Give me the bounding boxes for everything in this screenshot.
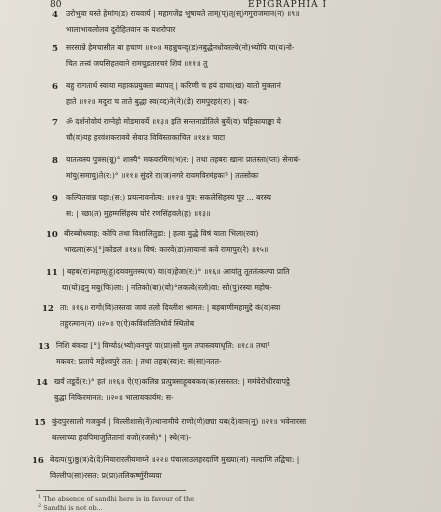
verse-line: चित तत्त्वं जयसिहतवाने रामचूडतारचरं शिवं ॥११॥ तु [66, 59, 208, 68]
footnote: $^2$ Sandhi is not ob... [38, 503, 103, 512]
verse-line: स: | च्छा(त) मुहम्मसिंहस्य घोरं रणसिंहवले(ह) ॥१३॥ [66, 209, 211, 218]
verse-line: कल्पितवान्न पहा:(स:) प्रयत्नावनोत्य: ॥१२॥ पुत्र: सकलेसिहस्य पूर ... बरस्य [66, 193, 271, 202]
footnote: $^1$ The absence of sandhi here is in favour of the [38, 494, 195, 504]
verse-number: 10 [46, 230, 58, 240]
verse-line: यातत्वस्य पुत्रस(न्नू)° शास्यै° मकवरमिग(भ)र: | तथा तहबरः खानः प्रातस्ता(प्तः) सेनाबं- [66, 155, 301, 164]
footnote-rule [36, 490, 186, 491]
verse-number: 12 [42, 304, 54, 314]
verse-number: 8 [52, 156, 58, 166]
verse-line: तहुरत्मान(न) ॥२०॥ ए(ऐ)कविंशतितिथोर्व स्थितोब [60, 319, 195, 328]
verse-line: उरोभुवा यस्ते हेमांग(ड) रायवार्य | महागजेंद्र भूषायते ताम्(प्)त्(स्)गगुराजमान(न) ॥९॥ [66, 9, 300, 18]
verse-line: | बहब(रा)महाम्(हू)दयवमुतस्य(च) या(व)हेजा(र:)° ॥१६॥ आयांतु तूततंत्कल्पा प्राति [62, 267, 290, 276]
verse-line: भालाभावलोलव दुरोहितवान क यशरोपार [66, 25, 176, 34]
verse-line: ता: ॥१६॥ रागो(वि)तस्तवा जावं तलो दिव्लीश श्रामत: | बहबाणीमहामुद्दे कं(व)स्वा [60, 303, 281, 312]
verse-line: मांयु(समायु)ते(र:)° ॥११॥ सुंदरे रा(ज)नगरे रावमविरमंहकः³ | ततसोकः [66, 171, 259, 180]
verse-number: 7 [52, 118, 58, 128]
verse-line: मकवर: प्रतापे महेश्वपुरे तत: | तथा तहब(स्व)र: सं(सा)नतत- [56, 357, 222, 366]
page-number: 80 [50, 0, 62, 10]
verse-line: हाते ॥१२॥ मदुरा च ताते बुद्धा स्व(व्द)ने(ने)(डे) रामपुरहरं(रः) | बद- [66, 97, 250, 106]
verse-line: बीरब्बोधवाह: कोपि तथा विशालितुडा: | हत्वा युद्धे विषं याता भिला(रवा) [64, 229, 259, 238]
verse-line: सरसान्ने हेमचासीत बा हचाण ॥१०॥ महन्नुचन्द्(ड)नबुद्धेनधोवरल्वे(नो)भ्योपि या(य)नो- [66, 43, 295, 52]
verse-line: बहु रागतार्थ स्वाया महाकप्रयुक्ता ब्यापत् | करिणी च हयं दाचा(ख) यातो मुक्तानं [66, 81, 281, 90]
verse-line: भाख्ला(रू)[°]कोडलं ॥१४॥ विषं: कारवे(डा)लायानां कवे रामापुर(रे) ॥१५॥ [64, 245, 269, 254]
verse-line: या(यो)ड्नु मबु(फि)ला: | नतिको(बा)(यो)°लकत्वे(रलो)वा: सो(पु)रस्या महोष- [62, 283, 272, 292]
verse-number: 6 [52, 82, 58, 92]
verse-line: चौ(व)यह हरवंशकरावये सेवाउ विविस्ताकाचित ॥१४॥ चाटा [66, 133, 226, 142]
verse-number: 14 [36, 378, 48, 388]
verse-number: 4 [52, 10, 58, 20]
verse-line: खर्वं तडूदें(र:)° हतं ॥१६॥ ऐ(ए)कलिन्न प्रत्पुत्रसाहूबबकव(क)रसस्तत: | ममंवेरोधीरवापट्ठे [54, 377, 290, 386]
verse-number: 11 [46, 268, 58, 278]
verse-number: 9 [52, 194, 58, 204]
verse-line: बेदत्प(पु)ष्ठु(त्र)दे(दे)नियारारलीयमाय्ने ॥२२॥ पंचालाउलहरदाणि मुख्या(नां) नल्दाणि तद्विचा: | [50, 455, 300, 464]
verse-line: कुंदपुरसालो गजकुर्व | विल्लीशासे(नें)त्थानामीये राणो(णे)छ्या यब(दे)वान(नू) ॥२१॥ भवेनारसा [52, 417, 307, 426]
verse-number: 5 [52, 44, 58, 54]
verse-line: बुद्धा निकिरमानत: ॥२०॥ भालायकार्यम: स- [54, 393, 174, 402]
verse-number: 15 [34, 418, 46, 428]
verse-line: बल्लाच्या हवपिमाजुतितानां वजो(रजसे)° | स्थे(नः)- [52, 433, 192, 442]
verse-line: ॐ दर्शनोवोयं राग्नेहो मोडमावर्ये ॥१३॥ इति सन्तनाडोतिले बुर्ये(व) चट्टिकायाङ्का ये [66, 117, 281, 126]
verse-line: निशि बंकदा [°] विग्योऽ(भ्यो)वनपुरं पा(प्रा)सो मुल तपास्त्वयाधृति: ॥१८॥ तथा¹ [56, 341, 271, 350]
verse-number: 13 [38, 342, 50, 352]
verse-line: विल्लीप(सा)रसत: प्र(प्रा)तलिकर्ष्णुरीव्यवा [50, 471, 162, 480]
running-title: EPIGRAPHIA I [248, 0, 328, 10]
verse-number: 16 [32, 456, 44, 466]
